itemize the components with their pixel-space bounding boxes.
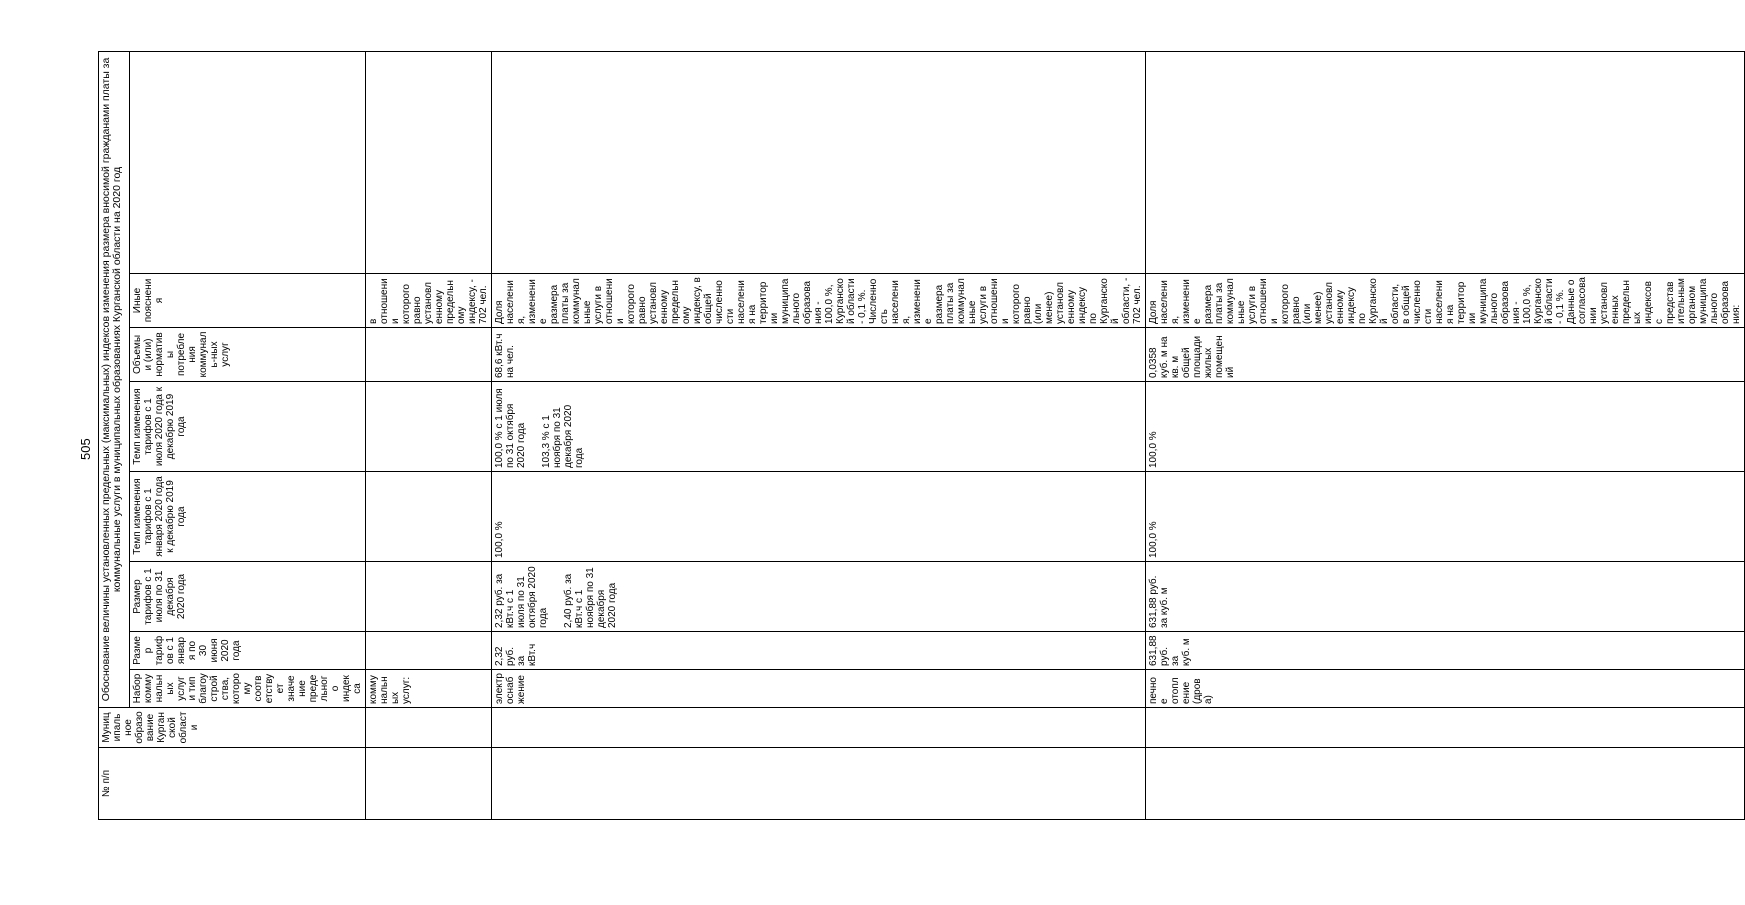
header-rate-jul: Темп изменения тарифов с 1 июля 2020 года к декабрю 2019 года xyxy=(130,382,366,472)
rate-jul-part-b: 103,3 % с 1 ноября по 31 декабря 2020 года xyxy=(541,404,585,468)
table-row xyxy=(366,51,492,819)
cell-tariff-jul xyxy=(366,562,492,632)
cell-municipality xyxy=(492,708,1146,748)
empty-header-cell xyxy=(130,51,366,273)
cell-empty xyxy=(492,51,1146,273)
cell-volumes xyxy=(366,328,492,382)
cell-rate-jul xyxy=(366,382,492,472)
cell-num xyxy=(492,748,1146,820)
cell-tariff-jul xyxy=(492,562,1146,632)
cell-rate-jul xyxy=(492,382,1146,472)
cell-rate-jan: 100,0 % xyxy=(492,472,1146,562)
cell-empty xyxy=(366,51,492,273)
cell-empty xyxy=(1146,51,1745,273)
rotated-table-wrapper xyxy=(98,52,1742,820)
cell-municipality xyxy=(366,708,492,748)
header-num: № п/п xyxy=(99,748,366,820)
tariff-jul-part-a: 2,32 руб. за кВт.ч с 1 июля по 31 октября 2020 года xyxy=(494,566,549,628)
cell-rate-jan: 100,0 % xyxy=(1146,472,1745,562)
cell-notes: Доля населения, изменение размера платы за коммунальные услуги в отношении которого равно установленному предельному индексу, в общей численности населения на территории муниципального образования - 100,0 %, Курганской области - 0,1 %. Численность населения, изменение размера платы за коммунальные услуги в отношении которого равно (или менее) установленному индексу по Курганской области, - 702 чел. xyxy=(492,274,1146,328)
rate-jul-part-a: 100,0 % с 1 июля по 31 октября 2020 года xyxy=(494,388,527,468)
cell-volumes: 0,0358 куб. м на кв. м общей площади жилых помещений xyxy=(1146,328,1745,382)
cell-volumes: 68,6 кВт.ч на чел. xyxy=(492,328,1146,382)
cell-tariff-jan: 631,88 руб. за куб. м xyxy=(1146,632,1745,670)
cell-services: коммунальных услуг: xyxy=(366,670,492,708)
table-row xyxy=(1146,51,1745,819)
table-caption: Обоснование величины установленных предельных (максимальных) индексов изменения размера вносимой гражданами платы за коммунальные услуги в муниципальных образованиях Курганской области на 2020 год xyxy=(99,51,130,707)
cell-notes: Доля населения, изменение размера платы за коммунальные услуги в отношении которого равно (или менее) установленному индексу по Курганской области, в общей численности населения на территории муниципального образования - 100,0 %, Курганской области - 0,1 %. Данные о согласовании установленных предельных индексов с представительным органом муниципального образования: xyxy=(1146,274,1745,328)
cell-services: электроснабжение xyxy=(492,670,1146,708)
justification-table xyxy=(98,51,1745,820)
header-tariff-jan: Размер тарифов с 1 января по 30 июня 2020 года xyxy=(130,632,366,670)
cell-municipality xyxy=(1146,708,1745,748)
caption-row xyxy=(99,51,130,819)
header-services: Набор коммунальных услуг и тип благоустройства, которому соответствует значение предельного индекса xyxy=(130,670,366,708)
header-tariff-jul: Размер тарифов с 1 июля по 31 декабря 2020 года xyxy=(130,562,366,632)
tariff-jul-part-b: 2,40 руб. за кВт.ч с 1 ноября по 31 декабря 2020 года xyxy=(563,567,618,628)
cell-rate-jan xyxy=(366,472,492,562)
header-volumes: Объемы и (или) нормативы потребления коммуналь-ных услуг xyxy=(130,328,366,382)
header-row xyxy=(130,51,366,819)
header-notes: Иные пояснения xyxy=(130,274,366,328)
cell-services: печное отопление (дрова) xyxy=(1146,670,1745,708)
cell-num xyxy=(1146,748,1745,820)
header-rate-jan: Темп изменения тарифов с 1 января 2020 года к декабрю 2019 года xyxy=(130,472,366,562)
table-row xyxy=(492,51,1146,819)
cell-tariff-jan: 2,32 руб. за кВт.ч xyxy=(492,632,1146,670)
cell-notes: в отношении которого равно установленному предельному индексу, - 702 чел. xyxy=(366,274,492,328)
cell-tariff-jul: 631,88 руб. за куб. м xyxy=(1146,562,1745,632)
page-number: 505 xyxy=(78,438,93,460)
cell-tariff-jan xyxy=(366,632,492,670)
header-municipality: Муниципальное образование Курганской области xyxy=(99,708,366,748)
cell-rate-jul: 100,0 % xyxy=(1146,382,1745,472)
cell-num xyxy=(366,748,492,820)
